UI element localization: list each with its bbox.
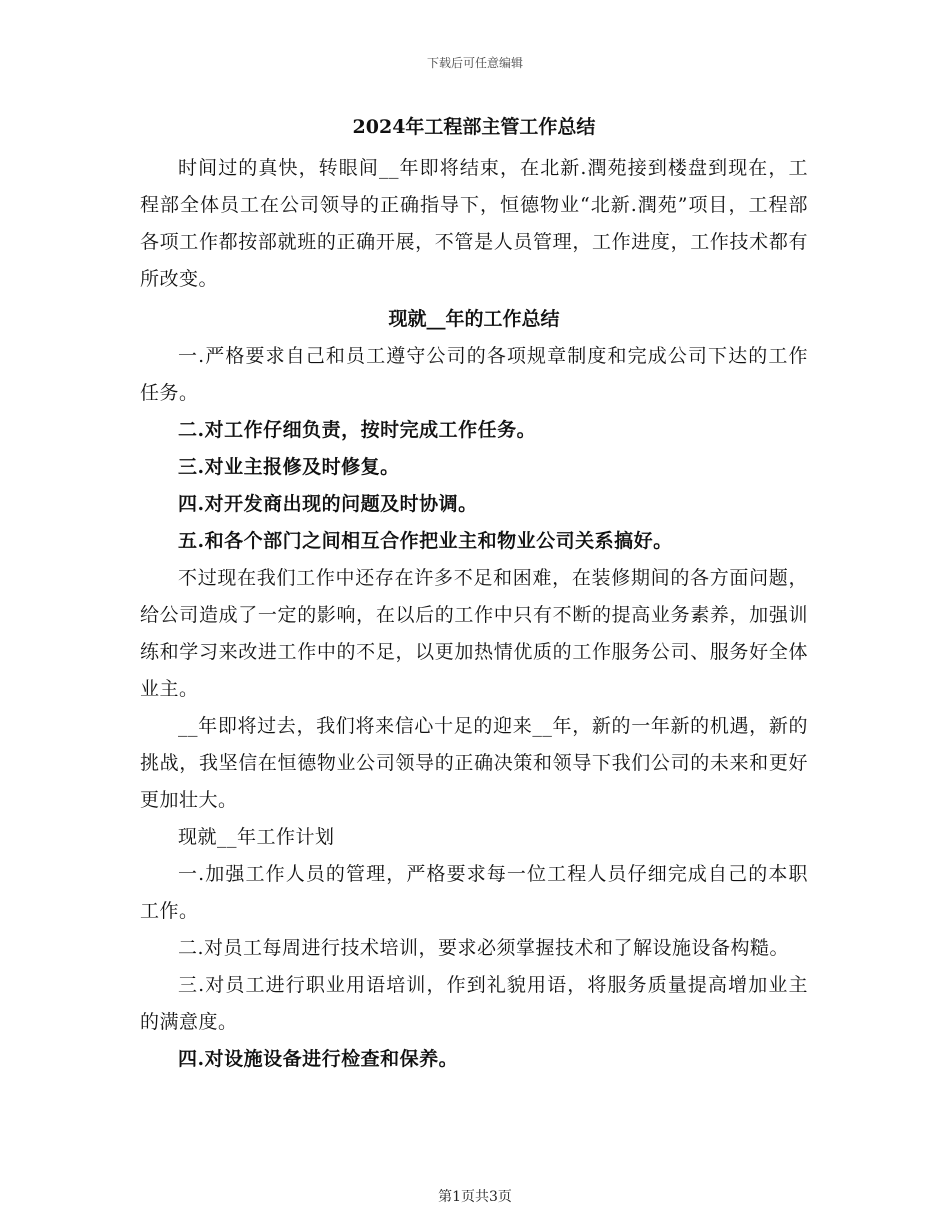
- document-title: 2024年工程部主管工作总结: [352, 116, 596, 138]
- plan-item-3: 三.对员工进行职业用语培训，作到礼貌用语，将服务质量提高增加业主的满意度。: [140, 974, 808, 1033]
- summary-item-4: 四.对开发商出现的问题及时协调。: [178, 493, 478, 515]
- outlook-paragraph: __年即将过去，我们将来信心十足的迎来__年，新的一年新的机遇，新的挑战，我坚信在恒德物业公司领导的正确决策和领导下我们公司的未来和更好更加壮大。: [140, 715, 808, 811]
- plan-item-2: 二.对员工每周进行技术培训，要求必须掌握技术和了解设施设备构糙。: [178, 937, 790, 959]
- plan-item-4: 四.对设施设备进行检查和保养。: [178, 1048, 459, 1070]
- plan-item-1: 一.加强工作人员的管理，严格要求每一位工程人员仔细完成自己的本职工作。: [140, 863, 808, 922]
- page-header-note: 下载后可任意编辑: [426, 56, 523, 70]
- shortcoming-paragraph: 不过现在我们工作中还存在许多不足和困难，在装修期间的各方面问题，给公司造成了一定的影响，在以后的工作中只有不断的提高业务素养，加强训练和学习来改进工作中的不足，以更加热情优质的工作服务公司、服务好全体业主。: [140, 567, 808, 700]
- summary-item-2: 二.对工作仔细负责，按时完成工作任务。: [178, 419, 537, 441]
- summary-item-1: 一.严格要求自己和员工遵守公司的各项规章制度和完成公司下达的工作任务。: [140, 345, 808, 404]
- intro-paragraph: 时间过的真快，转眼间__年即将结束，在北新.潤苑接到楼盘到现在，工程部全体员工在公司领导的正确指导下，恒德物业“北新.潤苑”项目，工程部各项工作都按部就班的正确开展，不管是人员管理，工作进度，工作技术都有所改变。: [140, 157, 808, 290]
- summary-item-3: 三.对业主报修及时修复。: [178, 456, 400, 478]
- plan-heading: 现就__年工作计划: [178, 826, 335, 848]
- summary-item-5: 五.和各个部门之间相互合作把业主和物业公司关系搞好。: [178, 530, 673, 552]
- summary-heading: 现就__年的工作总结: [388, 308, 560, 330]
- page-indicator: 第1页共3页: [438, 1189, 512, 1205]
- document-body: [140, 112, 808, 1078]
